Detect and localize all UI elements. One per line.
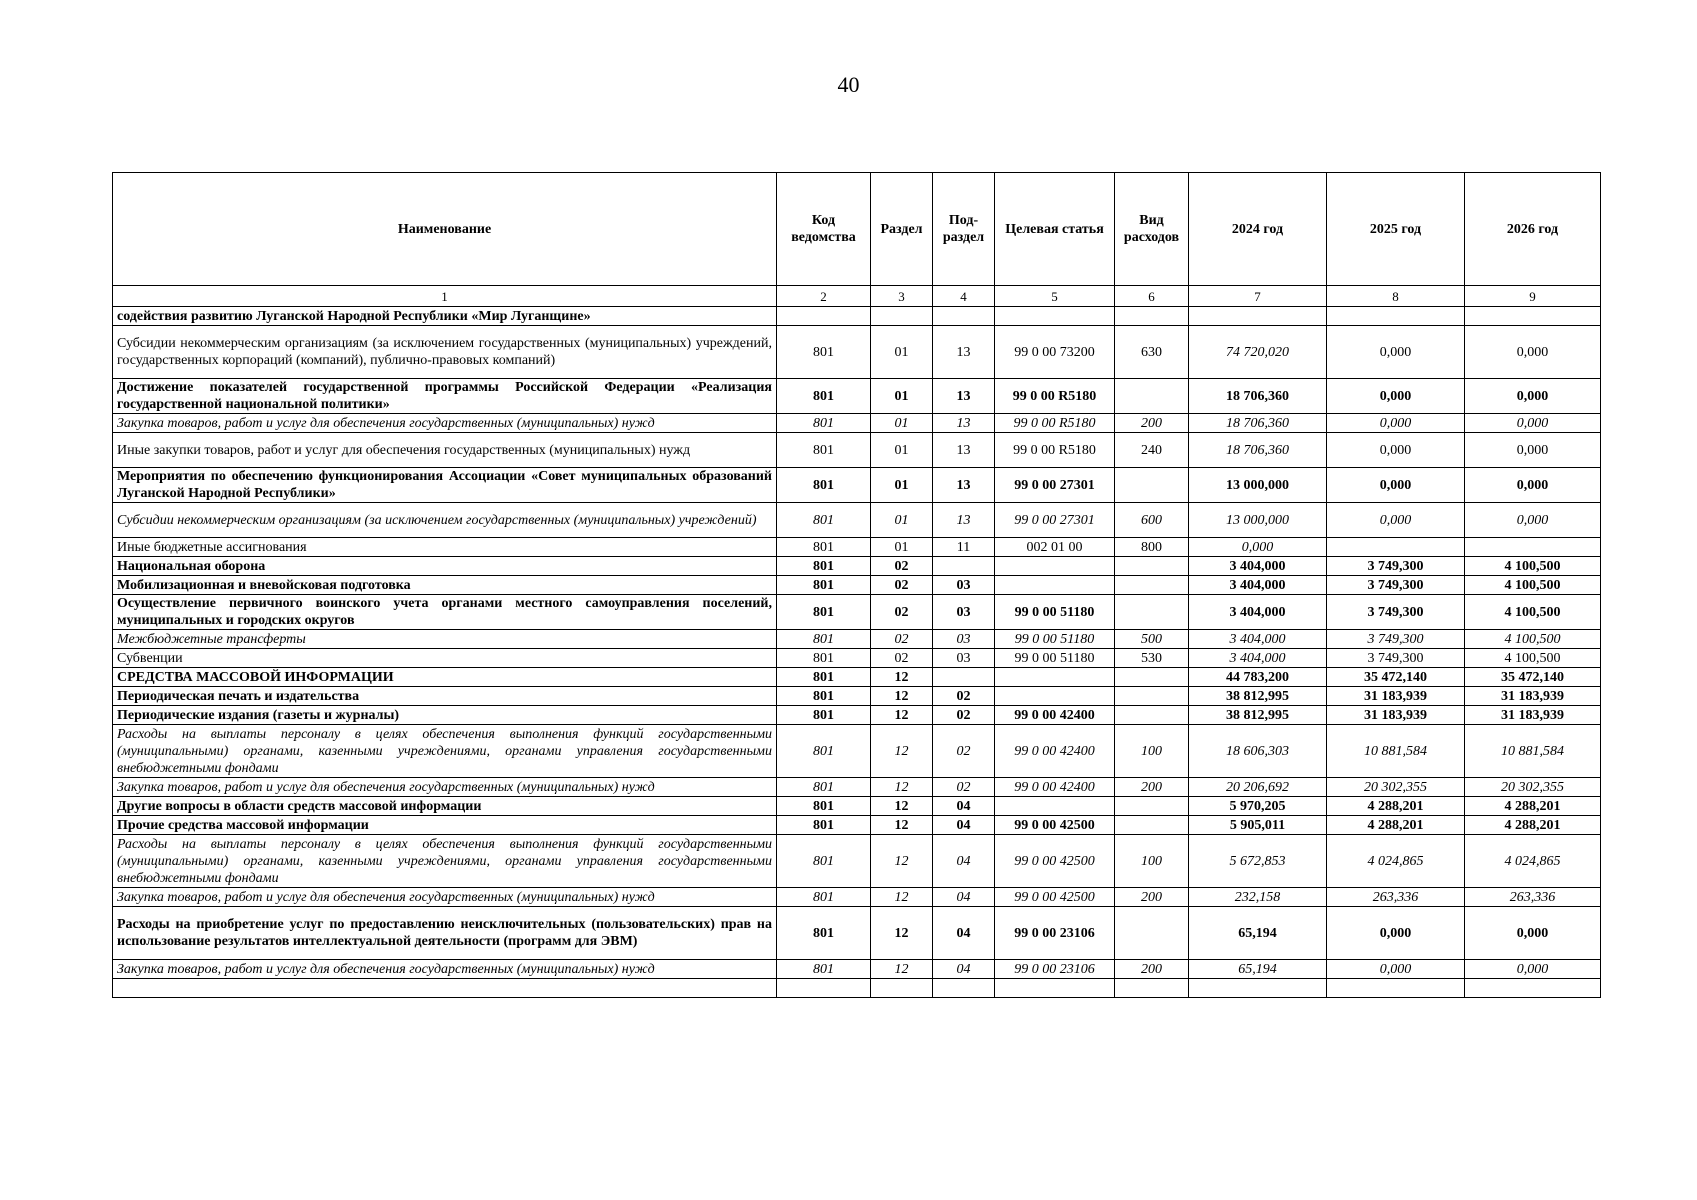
row-2024 <box>1189 307 1327 326</box>
row-statya: 99 0 00 42500 <box>995 835 1115 888</box>
row-ved: 801 <box>777 888 871 907</box>
row-podrazdel: 02 <box>933 706 995 725</box>
row-podrazdel <box>933 668 995 687</box>
column-number: 4 <box>933 286 995 307</box>
table-row <box>113 326 1601 379</box>
header-podrazdel: Под-раздел <box>933 173 995 286</box>
table-row <box>113 979 1601 998</box>
row-2025: 0,000 <box>1327 326 1465 379</box>
row-name: Осуществление первичного воинского учета органами местного самоуправления поселений, муниципальных и городских округов <box>113 595 777 630</box>
row-statya: 99 0 00 23106 <box>995 960 1115 979</box>
row-statya: 99 0 00 42400 <box>995 778 1115 797</box>
row-name: Иные бюджетные ассигнования <box>113 538 777 557</box>
row-2026: 0,000 <box>1465 414 1601 433</box>
row-name: Закупка товаров, работ и услуг для обеспечения государственных (муниципальных) нужд <box>113 778 777 797</box>
row-2024: 0,000 <box>1189 538 1327 557</box>
column-number: 7 <box>1189 286 1327 307</box>
row-podrazdel: 04 <box>933 816 995 835</box>
row-vid: 630 <box>1115 326 1189 379</box>
row-2026: 4 100,500 <box>1465 630 1601 649</box>
row-ved: 801 <box>777 503 871 538</box>
row-2026 <box>1465 538 1601 557</box>
row-name: Закупка товаров, работ и услуг для обеспечения государственных (муниципальных) нужд <box>113 960 777 979</box>
row-statya: 99 0 00 51180 <box>995 649 1115 668</box>
row-2025: 0,000 <box>1327 468 1465 503</box>
row-2026 <box>1465 307 1601 326</box>
row-statya: 002 01 00 <box>995 538 1115 557</box>
row-2025: 3 749,300 <box>1327 576 1465 595</box>
row-podrazdel: 03 <box>933 595 995 630</box>
row-vid: 530 <box>1115 649 1189 668</box>
table-row <box>113 778 1601 797</box>
row-podrazdel: 02 <box>933 687 995 706</box>
row-vid <box>1115 979 1189 998</box>
row-2025: 31 183,939 <box>1327 687 1465 706</box>
table-row <box>113 668 1601 687</box>
row-2024 <box>1189 979 1327 998</box>
row-vid <box>1115 468 1189 503</box>
row-2025: 3 749,300 <box>1327 557 1465 576</box>
row-2024: 5 970,205 <box>1189 797 1327 816</box>
row-statya: 99 0 00 23106 <box>995 907 1115 960</box>
row-statya <box>995 557 1115 576</box>
row-2025: 31 183,939 <box>1327 706 1465 725</box>
row-ved: 801 <box>777 835 871 888</box>
row-vid <box>1115 816 1189 835</box>
row-2024: 13 000,000 <box>1189 503 1327 538</box>
row-vid <box>1115 576 1189 595</box>
row-statya: 99 0 00 R5180 <box>995 414 1115 433</box>
table-row <box>113 630 1601 649</box>
row-2024: 3 404,000 <box>1189 576 1327 595</box>
row-2026: 0,000 <box>1465 468 1601 503</box>
row-ved: 801 <box>777 595 871 630</box>
row-vid <box>1115 668 1189 687</box>
column-number-row <box>113 286 1601 307</box>
row-vid <box>1115 595 1189 630</box>
column-number: 1 <box>113 286 777 307</box>
row-podrazdel: 04 <box>933 797 995 816</box>
row-name: СРЕДСТВА МАССОВОЙ ИНФОРМАЦИИ <box>113 668 777 687</box>
row-podrazdel: 13 <box>933 326 995 379</box>
row-razdel: 01 <box>871 468 933 503</box>
row-podrazdel: 03 <box>933 630 995 649</box>
row-2024: 13 000,000 <box>1189 468 1327 503</box>
row-ved: 801 <box>777 706 871 725</box>
row-podrazdel: 04 <box>933 907 995 960</box>
table-row <box>113 725 1601 778</box>
row-2025: 4 024,865 <box>1327 835 1465 888</box>
table-row <box>113 960 1601 979</box>
row-2025: 4 288,201 <box>1327 797 1465 816</box>
row-ved: 801 <box>777 797 871 816</box>
row-razdel: 12 <box>871 797 933 816</box>
row-vid <box>1115 907 1189 960</box>
row-podrazdel: 02 <box>933 778 995 797</box>
row-2026: 4 024,865 <box>1465 835 1601 888</box>
table-row <box>113 687 1601 706</box>
row-vid <box>1115 706 1189 725</box>
row-name: Расходы на выплаты персоналу в целях обеспечения выполнения функций государственными (муниципальными) органами, казенными учреждениями, органами управления государственными внебюджетными фондами <box>113 835 777 888</box>
row-name: Закупка товаров, работ и услуг для обеспечения государственных (муниципальных) нужд <box>113 414 777 433</box>
row-vid: 100 <box>1115 725 1189 778</box>
row-ved: 801 <box>777 576 871 595</box>
row-name: Прочие средства массовой информации <box>113 816 777 835</box>
row-ved: 801 <box>777 414 871 433</box>
row-podrazdel: 02 <box>933 725 995 778</box>
row-2026: 20 302,355 <box>1465 778 1601 797</box>
row-ved: 801 <box>777 725 871 778</box>
row-podrazdel <box>933 979 995 998</box>
row-vid <box>1115 307 1189 326</box>
row-ved: 801 <box>777 630 871 649</box>
page-number: 40 <box>837 72 860 97</box>
row-name: Закупка товаров, работ и услуг для обеспечения государственных (муниципальных) нужд <box>113 888 777 907</box>
table-row <box>113 538 1601 557</box>
column-number: 2 <box>777 286 871 307</box>
table-row <box>113 468 1601 503</box>
row-2025: 3 749,300 <box>1327 595 1465 630</box>
row-vid: 600 <box>1115 503 1189 538</box>
row-2025: 0,000 <box>1327 503 1465 538</box>
row-name: Мероприятия по обеспечению функционирования Ассоциации «Совет муниципальных образований Луганской Народной Республики» <box>113 468 777 503</box>
row-name: содействия развитию Луганской Народной Республики «Мир Луганщине» <box>113 307 777 326</box>
row-2026: 31 183,939 <box>1465 706 1601 725</box>
row-2024: 3 404,000 <box>1189 557 1327 576</box>
row-razdel: 12 <box>871 725 933 778</box>
row-ved: 801 <box>777 668 871 687</box>
row-2024: 74 720,020 <box>1189 326 1327 379</box>
row-statya <box>995 687 1115 706</box>
row-name: Субсидии некоммерческим организациям (за исключением государственных (муниципальных) учреждений, государственных корпораций (компаний), публично-правовых компаний) <box>113 326 777 379</box>
row-name: Мобилизационная и вневойсковая подготовка <box>113 576 777 595</box>
header-row <box>113 173 1601 286</box>
row-name: Расходы на приобретение услуг по предоставлению неисключительных (пользовательских) прав на использование результатов интеллектуальной деятельности (программ для ЭВМ) <box>113 907 777 960</box>
header-2024: 2024 год <box>1189 173 1327 286</box>
row-2026: 0,000 <box>1465 326 1601 379</box>
row-vid: 100 <box>1115 835 1189 888</box>
row-ved: 801 <box>777 468 871 503</box>
row-2025: 0,000 <box>1327 433 1465 468</box>
row-podrazdel: 04 <box>933 960 995 979</box>
row-razdel <box>871 307 933 326</box>
row-vid <box>1115 797 1189 816</box>
row-2025: 263,336 <box>1327 888 1465 907</box>
row-2025: 10 881,584 <box>1327 725 1465 778</box>
header-2025: 2025 год <box>1327 173 1465 286</box>
row-name: Периодическая печать и издательства <box>113 687 777 706</box>
row-razdel: 12 <box>871 907 933 960</box>
row-ved: 801 <box>777 433 871 468</box>
table-row <box>113 503 1601 538</box>
row-name: Межбюджетные трансферты <box>113 630 777 649</box>
row-2025: 20 302,355 <box>1327 778 1465 797</box>
row-2024: 65,194 <box>1189 960 1327 979</box>
row-2024: 232,158 <box>1189 888 1327 907</box>
table-row <box>113 557 1601 576</box>
column-number: 8 <box>1327 286 1465 307</box>
row-vid: 200 <box>1115 414 1189 433</box>
row-razdel: 12 <box>871 687 933 706</box>
row-statya: 99 0 00 42500 <box>995 888 1115 907</box>
row-vid: 200 <box>1115 888 1189 907</box>
row-podrazdel <box>933 307 995 326</box>
row-2024: 3 404,000 <box>1189 649 1327 668</box>
row-statya: 99 0 00 51180 <box>995 595 1115 630</box>
row-statya: 99 0 00 27301 <box>995 503 1115 538</box>
row-razdel: 12 <box>871 778 933 797</box>
row-2024: 3 404,000 <box>1189 630 1327 649</box>
row-name: Субсидии некоммерческим организациям (за исключением государственных (муниципальных) учреждений) <box>113 503 777 538</box>
row-razdel: 01 <box>871 503 933 538</box>
row-2025: 0,000 <box>1327 379 1465 414</box>
table-row <box>113 835 1601 888</box>
row-2025: 0,000 <box>1327 907 1465 960</box>
row-2025: 0,000 <box>1327 414 1465 433</box>
row-ved: 801 <box>777 557 871 576</box>
row-2025: 0,000 <box>1327 960 1465 979</box>
row-statya <box>995 668 1115 687</box>
row-2024: 18 706,360 <box>1189 433 1327 468</box>
row-2024: 20 206,692 <box>1189 778 1327 797</box>
header-razdel: Раздел <box>871 173 933 286</box>
row-vid <box>1115 557 1189 576</box>
row-statya: 99 0 00 42400 <box>995 725 1115 778</box>
row-podrazdel <box>933 557 995 576</box>
row-ved: 801 <box>777 326 871 379</box>
row-podrazdel: 04 <box>933 888 995 907</box>
row-2026: 4 100,500 <box>1465 649 1601 668</box>
header-ved: Код ведомства <box>777 173 871 286</box>
header-2026: 2026 год <box>1465 173 1601 286</box>
row-ved <box>777 307 871 326</box>
row-razdel: 02 <box>871 630 933 649</box>
row-ved: 801 <box>777 960 871 979</box>
table-row <box>113 414 1601 433</box>
row-statya: 99 0 00 27301 <box>995 468 1115 503</box>
row-2024: 3 404,000 <box>1189 595 1327 630</box>
column-number: 5 <box>995 286 1115 307</box>
row-razdel: 02 <box>871 557 933 576</box>
budget-table <box>112 172 1601 998</box>
row-ved: 801 <box>777 687 871 706</box>
row-vid: 200 <box>1115 960 1189 979</box>
row-vid: 800 <box>1115 538 1189 557</box>
row-name <box>113 979 777 998</box>
row-razdel: 02 <box>871 595 933 630</box>
row-podrazdel: 13 <box>933 379 995 414</box>
row-vid: 240 <box>1115 433 1189 468</box>
row-razdel: 02 <box>871 649 933 668</box>
row-2026: 0,000 <box>1465 503 1601 538</box>
row-name: Иные закупки товаров, работ и услуг для обеспечения государственных (муниципальных) нужд <box>113 433 777 468</box>
row-2025 <box>1327 979 1465 998</box>
row-vid: 200 <box>1115 778 1189 797</box>
row-statya <box>995 797 1115 816</box>
row-statya: 99 0 00 R5180 <box>995 433 1115 468</box>
row-2026: 0,000 <box>1465 907 1601 960</box>
table-row <box>113 816 1601 835</box>
row-2026: 4 100,500 <box>1465 595 1601 630</box>
row-razdel: 12 <box>871 960 933 979</box>
table-row <box>113 706 1601 725</box>
row-ved: 801 <box>777 816 871 835</box>
row-2024: 38 812,995 <box>1189 687 1327 706</box>
row-razdel: 01 <box>871 326 933 379</box>
row-statya: 99 0 00 51180 <box>995 630 1115 649</box>
row-2026: 35 472,140 <box>1465 668 1601 687</box>
row-podrazdel: 13 <box>933 433 995 468</box>
row-vid <box>1115 687 1189 706</box>
row-razdel: 01 <box>871 433 933 468</box>
row-2025: 4 288,201 <box>1327 816 1465 835</box>
row-2024: 18 706,360 <box>1189 414 1327 433</box>
row-statya: 99 0 00 73200 <box>995 326 1115 379</box>
row-2025: 3 749,300 <box>1327 649 1465 668</box>
row-2026: 4 100,500 <box>1465 557 1601 576</box>
row-2025: 35 472,140 <box>1327 668 1465 687</box>
row-ved: 801 <box>777 778 871 797</box>
row-2026: 0,000 <box>1465 960 1601 979</box>
row-statya <box>995 979 1115 998</box>
table-row <box>113 307 1601 326</box>
row-2024: 38 812,995 <box>1189 706 1327 725</box>
row-2024: 18 706,360 <box>1189 379 1327 414</box>
row-2024: 65,194 <box>1189 907 1327 960</box>
row-razdel: 02 <box>871 576 933 595</box>
row-name: Другие вопросы в области средств массовой информации <box>113 797 777 816</box>
row-vid <box>1115 379 1189 414</box>
table-row <box>113 576 1601 595</box>
row-podrazdel: 11 <box>933 538 995 557</box>
row-2026: 263,336 <box>1465 888 1601 907</box>
row-ved <box>777 979 871 998</box>
row-2026: 4 288,201 <box>1465 816 1601 835</box>
row-ved: 801 <box>777 379 871 414</box>
row-2026: 4 100,500 <box>1465 576 1601 595</box>
row-podrazdel: 13 <box>933 468 995 503</box>
row-podrazdel: 13 <box>933 414 995 433</box>
column-number: 9 <box>1465 286 1601 307</box>
row-2026: 0,000 <box>1465 379 1601 414</box>
row-razdel: 12 <box>871 835 933 888</box>
row-ved: 801 <box>777 538 871 557</box>
row-2024: 5 905,011 <box>1189 816 1327 835</box>
row-razdel: 01 <box>871 414 933 433</box>
row-razdel: 12 <box>871 888 933 907</box>
row-statya: 99 0 00 R5180 <box>995 379 1115 414</box>
row-2024: 44 783,200 <box>1189 668 1327 687</box>
header-name: Наименование <box>113 173 777 286</box>
row-name: Субвенции <box>113 649 777 668</box>
row-statya: 99 0 00 42400 <box>995 706 1115 725</box>
row-name: Периодические издания (газеты и журналы) <box>113 706 777 725</box>
row-razdel <box>871 979 933 998</box>
column-number: 3 <box>871 286 933 307</box>
row-razdel: 01 <box>871 379 933 414</box>
row-statya <box>995 307 1115 326</box>
row-vid: 500 <box>1115 630 1189 649</box>
table-row <box>113 797 1601 816</box>
row-podrazdel: 13 <box>933 503 995 538</box>
row-2026: 31 183,939 <box>1465 687 1601 706</box>
row-razdel: 12 <box>871 668 933 687</box>
row-ved: 801 <box>777 649 871 668</box>
row-2026: 4 288,201 <box>1465 797 1601 816</box>
row-2025: 3 749,300 <box>1327 630 1465 649</box>
table-row <box>113 379 1601 414</box>
row-ved: 801 <box>777 907 871 960</box>
table-row <box>113 907 1601 960</box>
table-row <box>113 595 1601 630</box>
table-row <box>113 649 1601 668</box>
row-razdel: 01 <box>871 538 933 557</box>
row-podrazdel: 03 <box>933 576 995 595</box>
table-row <box>113 433 1601 468</box>
row-name: Расходы на выплаты персоналу в целях обеспечения выполнения функций государственными (муниципальными) органами, казенными учреждениями, органами управления государственными внебюджетными фондами <box>113 725 777 778</box>
row-2025 <box>1327 538 1465 557</box>
column-number: 6 <box>1115 286 1189 307</box>
row-podrazdel: 04 <box>933 835 995 888</box>
row-podrazdel: 03 <box>933 649 995 668</box>
row-2026 <box>1465 979 1601 998</box>
row-name: Национальная оборона <box>113 557 777 576</box>
row-2025 <box>1327 307 1465 326</box>
row-razdel: 12 <box>871 816 933 835</box>
row-statya: 99 0 00 42500 <box>995 816 1115 835</box>
row-name: Достижение показателей государственной программы Российской Федерации «Реализация государственной национальной политики» <box>113 379 777 414</box>
row-razdel: 12 <box>871 706 933 725</box>
header-vid: Вид расходов <box>1115 173 1189 286</box>
row-statya <box>995 576 1115 595</box>
table-row <box>113 888 1601 907</box>
row-2024: 18 606,303 <box>1189 725 1327 778</box>
header-statya: Целевая статья <box>995 173 1115 286</box>
row-2026: 10 881,584 <box>1465 725 1601 778</box>
row-2026: 0,000 <box>1465 433 1601 468</box>
row-2024: 5 672,853 <box>1189 835 1327 888</box>
